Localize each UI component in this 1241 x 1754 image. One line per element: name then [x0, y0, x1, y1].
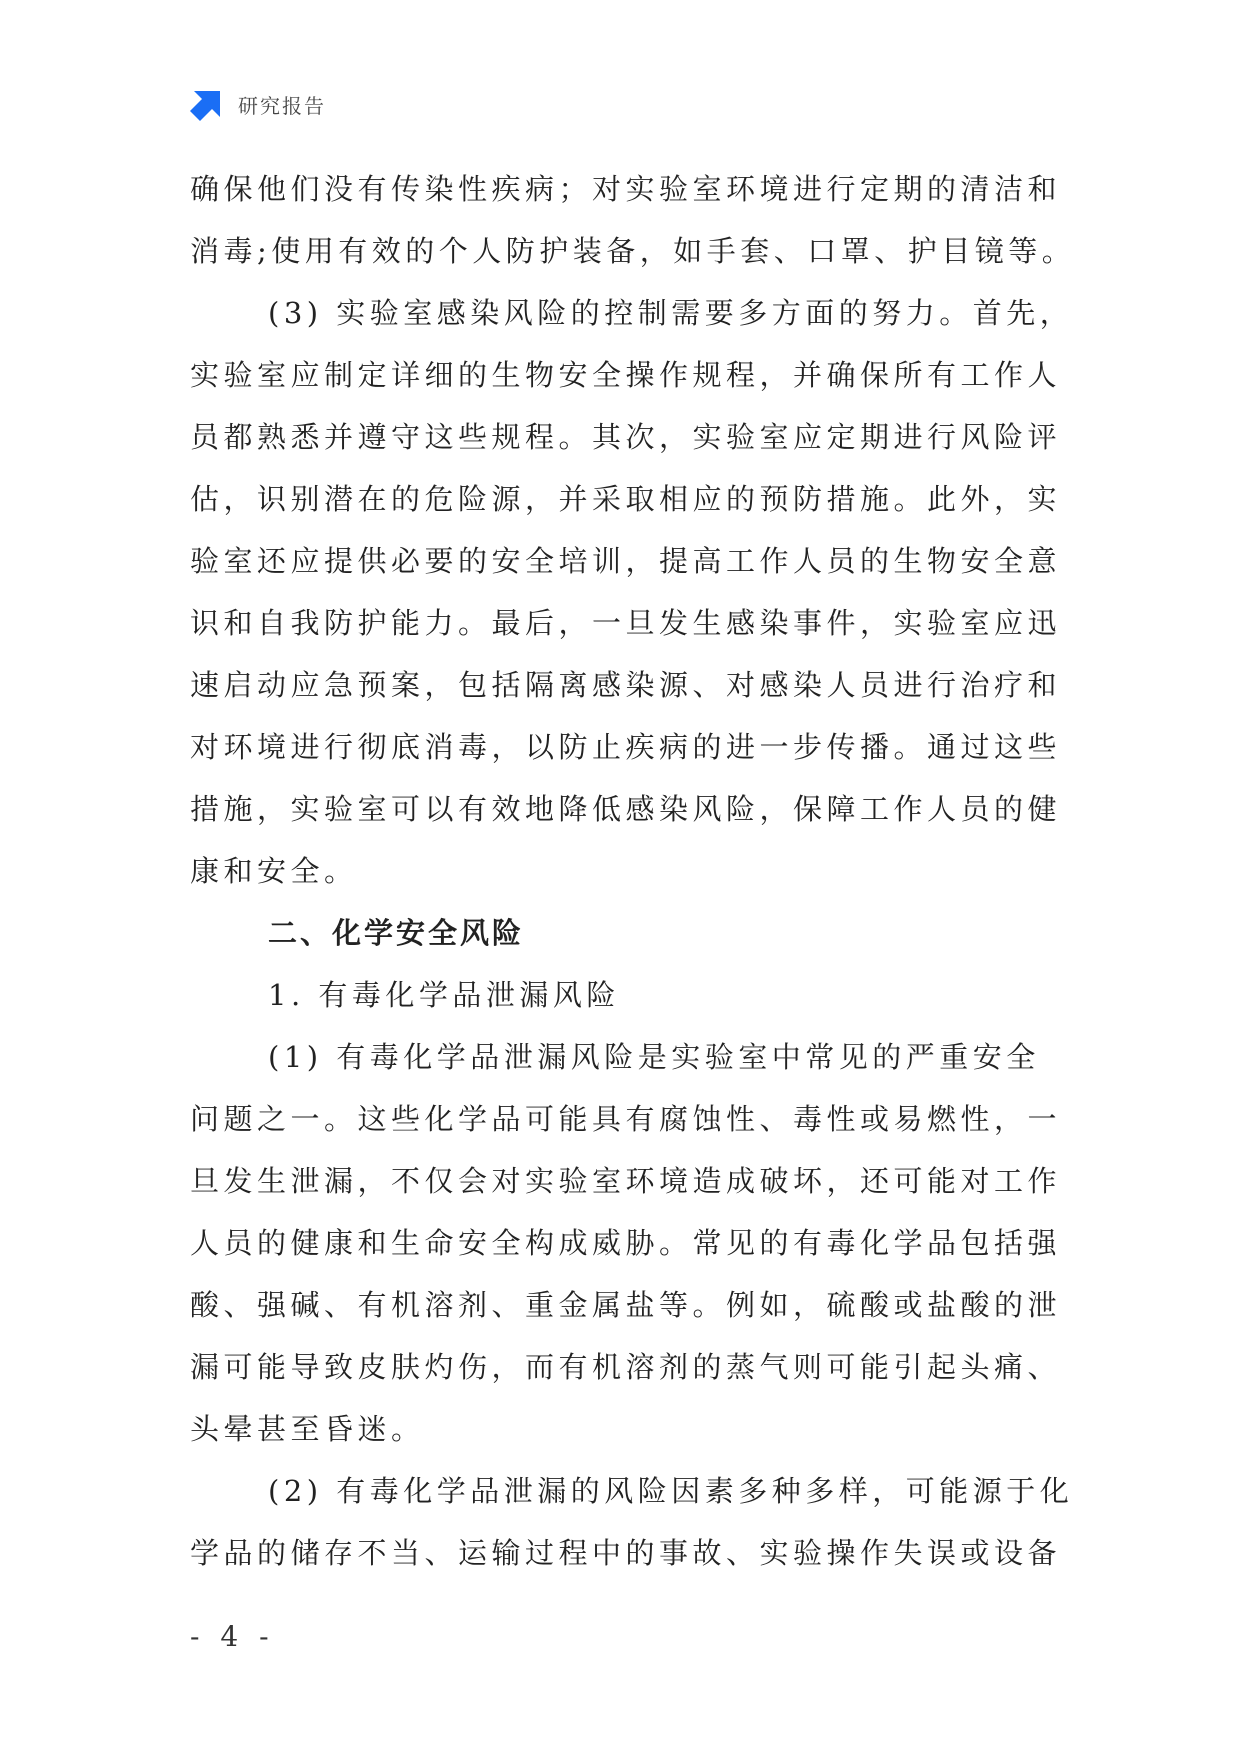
arrow-up-right-icon	[190, 87, 224, 121]
text-line: 旦发生泄漏，不仅会对实验室环境造成破坏，还可能对工作	[190, 1164, 1062, 1198]
page-header	[190, 86, 326, 122]
text-line: 人员的健康和生命安全构成威胁。常见的有毒化学品包括强	[190, 1226, 1062, 1260]
text-line: 酸、强碱、有机溶剂、重金属盐等。例如，硫酸或盐酸的泄	[190, 1288, 1062, 1322]
text-line: 学品的储存不当、运输过程中的事故、实验操作失误或设备	[190, 1536, 1062, 1570]
paragraph-start: (2) 有毒化学品泄漏的风险因素多种多样，可能源于化	[268, 1474, 1074, 1508]
text-line: 消毒;使用有效的个人防护装备，如手套、口罩、护目镜等。	[190, 234, 1076, 268]
paragraph-start: (1) 有毒化学品泄漏风险是实验室中常见的严重安全	[268, 1040, 1040, 1074]
text-line: 识和自我防护能力。最后，一旦发生感染事件，实验室应迅	[190, 606, 1062, 640]
text-line: 漏可能导致皮肤灼伤，而有机溶剂的蒸气则可能引起头痛、	[190, 1350, 1062, 1384]
text-line: 员都熟悉并遵守这些规程。其次，实验室应定期进行风险评	[190, 420, 1062, 454]
text-line: 估，识别潜在的危险源，并采取相应的预防措施。此外，实	[190, 482, 1062, 516]
text-line: 问题之一。这些化学品可能具有腐蚀性、毒性或易燃性，一	[190, 1102, 1062, 1136]
text-line: 措施，实验室可以有效地降低感染风险，保障工作人员的健	[190, 792, 1062, 826]
paragraph-start: (3) 实验室感染风险的控制需要多方面的努力。首先，	[268, 296, 1074, 330]
text-line: 康和安全。	[190, 854, 358, 888]
text-line: 头晕甚至昏迷。	[190, 1412, 425, 1446]
text-line: 对环境进行彻底消毒，以防止疾病的进一步传播。通过这些	[190, 730, 1062, 764]
text-line: 速启动应急预案，包括隔离感染源、对感染人员进行治疗和	[190, 668, 1062, 702]
page-number: - 4 -	[190, 1620, 275, 1653]
text-line: 确保他们没有传染性疾病；对实验室环境进行定期的清洁和	[190, 172, 1062, 206]
text-line: 验室还应提供必要的安全培训，提高工作人员的生物安全意	[190, 544, 1062, 578]
section-heading: 二、化学安全风险	[268, 916, 525, 950]
text-line: 实验室应制定详细的生物安全操作规程，并确保所有工作人	[190, 358, 1062, 392]
header-title: 研究报告	[238, 93, 326, 118]
document-body	[190, 158, 1076, 1584]
subsection-heading: 1. 有毒化学品泄漏风险	[268, 978, 620, 1012]
